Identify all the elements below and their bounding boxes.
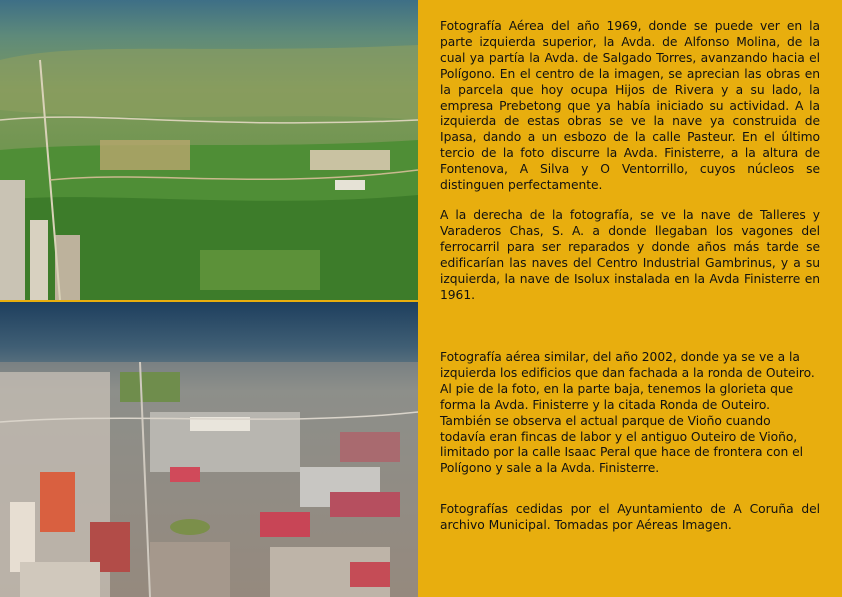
caption-1969-continued <box>440 208 820 303</box>
caption-2002-description <box>440 350 820 477</box>
caption-paragraph: A la derecha de la fotografía, se ve la nave de Talleres y Varaderos Chas, S. A. a donde llegaban los vagones del ferrocarril para ser reparados y donde años más tarde se edificarían las naves del Centro Industrial Gambrinus, y a su izquierda, la nave de Isolux instalada en la Avda Finisterre en 1961. <box>440 208 820 302</box>
aerial-photo-1969 <box>0 0 418 300</box>
photo-credits <box>440 502 820 534</box>
caption-paragraph: Fotografía Aérea del año 1969, donde se puede ver en la parte izquierda superior, la Avda. de Alfonso Molina, de la cual ya partía la Avda. de Salgado Torres, avanzando hacia el Polígono. En el centro de la imagen, se aprecian las obras en la parcela que hoy ocupa Hijos de Rivera y a su lado, la empresa Prebetong que ya había iniciado su actividad. A la izquierda de estas obras se ve la nave ya construida de Ipasa, dando a un esbozo de la calle Pasteur. En el último tercio de la foto discurre la Avda. Finisterre, a la altura de Fontenova, A Silva y O Ventorrillo, cuyos núcleos se distinguen perfectamente. <box>440 19 820 193</box>
caption-paragraph: Fotografías cedidas por el Ayuntamiento de A Coruña del archivo Municipal. Tomadas por Aéreas Imagen. <box>440 502 820 532</box>
aerial-photo-2002 <box>0 302 418 597</box>
caption-1969-description <box>440 19 820 194</box>
caption-paragraph: Fotografía aérea similar, del año 2002, donde ya se ve a la izquierda los edificios que dan fachada a la ronda de Outeiro. Al pie de la foto, en la parte baja, tenemos la glorieta que forma la Avda. Finisterre y la citada Ronda de Outeiro. También se observa el actual parque de Vioño cuando todavía eran fincas de labor y el antiguo Outeiro de Vioño, limitado por la calle Isaac Peral que hace de frontera con el Polígono y sale a la Avda. Finisterre. <box>440 350 815 476</box>
